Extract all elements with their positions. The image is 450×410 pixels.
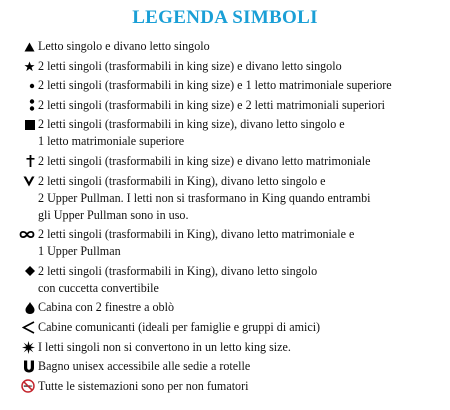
legend-entry-text: 2 letti singoli (trasformabili in king size) e 1 letto matrimoniale superiore: [38, 78, 392, 93]
legend-entry-text: 2 letti singoli (trasformabili in king size) e 2 letti matrimoniali superiori: [38, 97, 385, 112]
diamond-icon: [0, 263, 38, 280]
legend-entry: [0, 77, 450, 94]
legend-entry: [0, 263, 450, 297]
legend-entry: [0, 153, 450, 170]
legend-entry-text: Tutte le sistemazioni sono per non fumatori: [38, 378, 249, 393]
legend-entry-text: 1 letto matrimoniale superiore: [38, 134, 185, 149]
legend-entry: [0, 358, 450, 375]
legend-entry: [0, 116, 450, 150]
square-icon: [0, 116, 38, 133]
star-icon: [0, 58, 38, 75]
v-arrow-icon: [0, 173, 38, 190]
dagger-icon: [0, 153, 38, 170]
legend-entry: [0, 38, 450, 55]
legend-entry: [0, 173, 450, 224]
legend-entry: [0, 58, 450, 75]
legend-entry-text: 2 letti singoli (trasformabili in king size), divano letto singolo e: [38, 117, 345, 132]
angle-bracket-icon: [0, 319, 38, 336]
legend-entry-text: con cuccetta convertibile: [38, 280, 159, 295]
legend-entry-text: 1 Upper Pullman: [38, 244, 121, 259]
legend-entry: [0, 378, 450, 395]
legend-entry-text: Letto singolo e divano letto singolo: [38, 39, 210, 53]
legend-entry: [0, 97, 450, 114]
legend-entry: [0, 339, 450, 356]
infinity-icon: [0, 226, 38, 243]
legend-entry: [0, 226, 450, 260]
legend-entry-text: gli Upper Pullman sono in uso.: [38, 207, 189, 222]
triangle-icon: [0, 38, 38, 55]
burst-icon: [0, 339, 38, 356]
legend-entry-text: Bagno unisex accessibile alle sedie a rotelle: [38, 359, 251, 374]
legend-title: LEGENDA SIMBOLI: [132, 7, 318, 28]
drop-icon: [0, 299, 38, 316]
legend-entry-text: 2 Upper Pullman. I letti non si trasformano in King quando entrambi: [38, 190, 371, 205]
legend-entry-text: 2 letti singoli (trasformabili in king size) e divano letto matrimoniale: [38, 153, 371, 168]
legend-entry: [0, 319, 450, 336]
no-smoking-icon: [0, 378, 38, 395]
u-icon: [0, 358, 38, 375]
legend-list: [0, 38, 450, 397]
legend-entry-text: 2 letti singoli (trasformabili in king size) e divano letto singolo: [38, 58, 342, 73]
legend-entry-text: Cabine comunicanti (ideali per famiglie e gruppi di amici): [38, 319, 321, 334]
legend-entry-text: 2 letti singoli (trasformabili in King), divano letto singolo e: [38, 173, 326, 188]
legend-entry-text: 2 letti singoli (trasformabili in King), divano letto singolo: [38, 263, 318, 278]
legend-entry-text: I letti singoli non si convertono in un letto king size.: [38, 339, 291, 354]
colon-icon: [0, 97, 38, 114]
dot-icon: [0, 77, 38, 94]
legend-entry-text: 2 letti singoli (trasformabili in King), divano letto matrimoniale e: [38, 227, 355, 242]
legend-entry-text: Cabina con 2 finestre a oblò: [38, 300, 175, 315]
legend-entry: [0, 299, 450, 316]
